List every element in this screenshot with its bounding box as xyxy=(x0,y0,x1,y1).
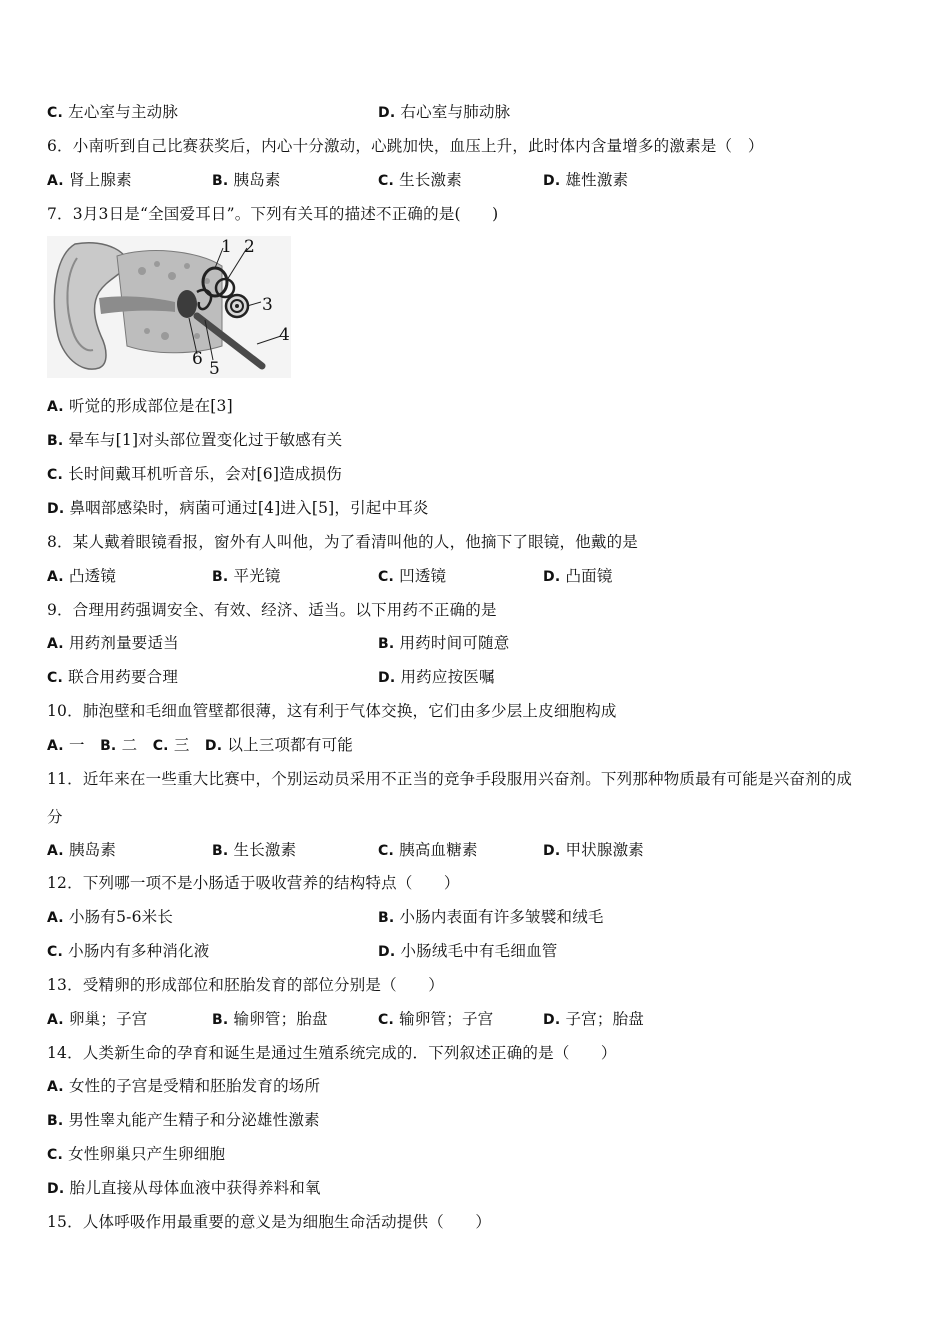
question-12-stem: 12．下列哪一项不是小肠适于吸收营养的结构特点（ ） xyxy=(47,874,460,892)
option-label: B. xyxy=(47,433,64,449)
question-9-stem: 9．合理用药强调安全、有效、经济、适当。以下用药不正确的是 xyxy=(47,601,497,619)
q12-option-a xyxy=(47,907,173,928)
question-8-stem: 8．某人戴着眼镜看报，窗外有人叫他，为了看清叫他的人，他摘下了眼镜，他戴的是 xyxy=(47,533,638,551)
q11-option-c xyxy=(378,840,478,861)
option-label: A. xyxy=(47,399,64,415)
q12-option-c xyxy=(47,941,209,962)
option-text: 晕车与[1]对头部位置变化过于敏感有关 xyxy=(68,431,343,449)
option-text: 小肠绒毛中有毛细血管 xyxy=(400,942,558,960)
option-label: C. xyxy=(378,1012,394,1028)
option-label: D. xyxy=(543,1012,561,1028)
question-6-stem: 6．小南听到自己比赛获奖后，内心十分激动，心跳加快，血压上升，此时体内含量增多的激素是（ ） xyxy=(47,137,764,155)
option-text: 右心室与肺动脉 xyxy=(400,103,511,121)
q6-option-b xyxy=(212,170,281,191)
option-text: 输卵管；子宫 xyxy=(399,1010,494,1028)
option-label: B. xyxy=(378,910,395,926)
q8-option-d xyxy=(543,566,613,587)
q7-option-c xyxy=(47,464,342,485)
option-text: 二 xyxy=(121,736,138,754)
option-label: A. xyxy=(47,910,64,926)
question-13-stem: 13．受精卵的形成部位和胚胎发育的部位分别是（ ） xyxy=(47,976,444,994)
q8-option-a xyxy=(47,566,116,587)
option-text: 长时间戴耳机听音乐，会对[6]造成损伤 xyxy=(68,465,342,483)
q7-option-b xyxy=(47,430,342,451)
option-label: D. xyxy=(47,501,65,517)
option-text: 男性睾丸能产生精子和分泌雄性激素 xyxy=(68,1111,320,1129)
option-label: D. xyxy=(47,1181,65,1197)
q13-option-d xyxy=(543,1009,644,1030)
option-text: 生长激素 xyxy=(233,841,297,859)
option-label: D. xyxy=(378,944,396,960)
option-text: 输卵管；胎盘 xyxy=(233,1010,328,1028)
question-10-stem: 10．肺泡壁和毛细血管壁都很薄，这有利于气体交换，它们由多少层上皮细胞构成 xyxy=(47,702,617,720)
q12-option-b xyxy=(378,907,604,928)
q11-option-a xyxy=(47,840,116,861)
option-label: A. xyxy=(47,738,64,754)
q12-option-d xyxy=(378,941,558,962)
option-label: B. xyxy=(212,173,229,189)
option-label: B. xyxy=(100,738,117,754)
option-text: 胰岛素 xyxy=(68,841,117,859)
question-7-stem: 7．3月3日是“全国爱耳日”。下列有关耳的描述不正确的是( ) xyxy=(47,205,499,223)
option-label: B. xyxy=(47,1113,64,1129)
option-label: A. xyxy=(47,843,64,859)
q6-option-d xyxy=(543,170,628,191)
option-text: 用药剂量要适当 xyxy=(68,634,179,652)
figure-label-5: 5 xyxy=(209,359,220,378)
option-label: D. xyxy=(543,569,561,585)
option-text: 凸面镜 xyxy=(565,567,613,585)
option-text: 小肠内有多种消化液 xyxy=(68,942,210,960)
q14-option-c xyxy=(47,1144,225,1165)
question-15-stem: 15．人体呼吸作用最重要的意义是为细胞生命活动提供（ ） xyxy=(47,1213,492,1231)
option-label: A. xyxy=(47,1012,64,1028)
option-label: C. xyxy=(47,1147,63,1163)
option-text: 小肠有5-6米长 xyxy=(68,908,174,926)
option-text: 左心室与主动脉 xyxy=(68,103,179,121)
option-text: 胰高血糖素 xyxy=(399,841,478,859)
option-label: B. xyxy=(378,636,395,652)
q9-option-b xyxy=(378,633,509,654)
option-label: A. xyxy=(47,1079,64,1095)
option-label: C. xyxy=(378,843,394,859)
q8-option-b xyxy=(212,566,281,587)
option-label: C. xyxy=(378,173,394,189)
q11-option-d xyxy=(543,840,644,861)
option-label: C. xyxy=(378,569,394,585)
figure-label-4: 4 xyxy=(279,325,290,345)
option-text: 胎儿直接从母体血液中获得养料和氧 xyxy=(69,1179,321,1197)
figure-label-3: 3 xyxy=(262,295,273,315)
q14-option-a xyxy=(47,1076,320,1097)
q14-option-b xyxy=(47,1110,320,1131)
option-text: 听觉的形成部位是在[3] xyxy=(68,397,233,415)
option-text: 联合用药要合理 xyxy=(68,668,179,686)
q7-option-d xyxy=(47,498,429,519)
option-label: C. xyxy=(152,738,169,754)
option-d xyxy=(378,102,510,123)
option-text: 生长激素 xyxy=(399,171,462,189)
option-c xyxy=(47,102,178,123)
option-label: B. xyxy=(212,1012,229,1028)
question-11-stem: 11．近年来在一些重大比赛中，个别运动员采用不正当的竞争手段服用兴奋剂。下列那种物质最有可能是兴奋剂的成 xyxy=(47,770,853,788)
option-label: C. xyxy=(47,944,63,960)
option-label: D. xyxy=(378,670,396,686)
q7-option-a xyxy=(47,396,233,417)
option-text: 小肠内表面有许多皱襞和绒毛 xyxy=(399,908,604,926)
option-text: 胰岛素 xyxy=(233,171,281,189)
option-text: 用药应按医嘱 xyxy=(400,668,495,686)
option-text: 凹透镜 xyxy=(399,567,447,585)
option-text: 甲状腺激素 xyxy=(565,841,644,859)
option-label: A. xyxy=(47,173,64,189)
option-text: 女性的子宫是受精和胚胎发育的场所 xyxy=(68,1077,321,1095)
q8-option-c xyxy=(378,566,446,587)
question-14-stem: 14．人类新生命的孕育和诞生是通过生殖系统完成的．下列叙述正确的是（ ） xyxy=(47,1044,617,1062)
option-label: C. xyxy=(47,467,63,483)
option-text: 用药时间可随意 xyxy=(399,634,510,652)
option-text: 女性卵巢只产生卵细胞 xyxy=(68,1145,226,1163)
option-label: C. xyxy=(47,670,63,686)
question-11-stem-cont: 分 xyxy=(47,808,63,826)
option-label: C. xyxy=(47,105,63,121)
option-text: 三 xyxy=(173,736,190,754)
option-text: 平光镜 xyxy=(233,567,281,585)
option-label: D. xyxy=(378,105,396,121)
option-label: A. xyxy=(47,636,64,652)
figure-label-2: 2 xyxy=(244,237,255,257)
ear-anatomy-figure xyxy=(47,236,291,378)
option-label: B. xyxy=(212,843,229,859)
q13-option-c xyxy=(378,1009,493,1030)
figure-label-6: 6 xyxy=(192,349,203,369)
q9-option-a xyxy=(47,633,179,654)
option-text: 凸透镜 xyxy=(68,567,117,585)
option-label: D. xyxy=(543,843,561,859)
q14-option-d xyxy=(47,1178,321,1199)
option-label: D. xyxy=(543,173,561,189)
q9-option-d xyxy=(378,667,495,688)
q6-option-c xyxy=(378,170,462,191)
option-label: B. xyxy=(212,569,229,585)
option-text: 雄性激素 xyxy=(565,171,629,189)
option-label: A. xyxy=(47,569,64,585)
figure-label-1: 1 xyxy=(221,237,232,257)
q9-option-c xyxy=(47,667,178,688)
q11-option-b xyxy=(212,840,296,861)
q13-option-b xyxy=(212,1009,328,1030)
q6-option-a xyxy=(47,170,132,191)
q13-option-a xyxy=(47,1009,147,1030)
option-text: 以上三项都有可能 xyxy=(227,736,354,754)
option-text: 一 xyxy=(68,736,85,754)
option-text: 子宫；胎盘 xyxy=(565,1010,644,1028)
q10-options xyxy=(47,735,353,756)
option-label: D. xyxy=(204,738,223,754)
option-text: 卵巢；子宫 xyxy=(68,1010,148,1028)
option-text: 鼻咽部感染时，病菌可通过[4]进入[5]，引起中耳炎 xyxy=(69,499,429,517)
option-text: 肾上腺素 xyxy=(68,171,132,189)
